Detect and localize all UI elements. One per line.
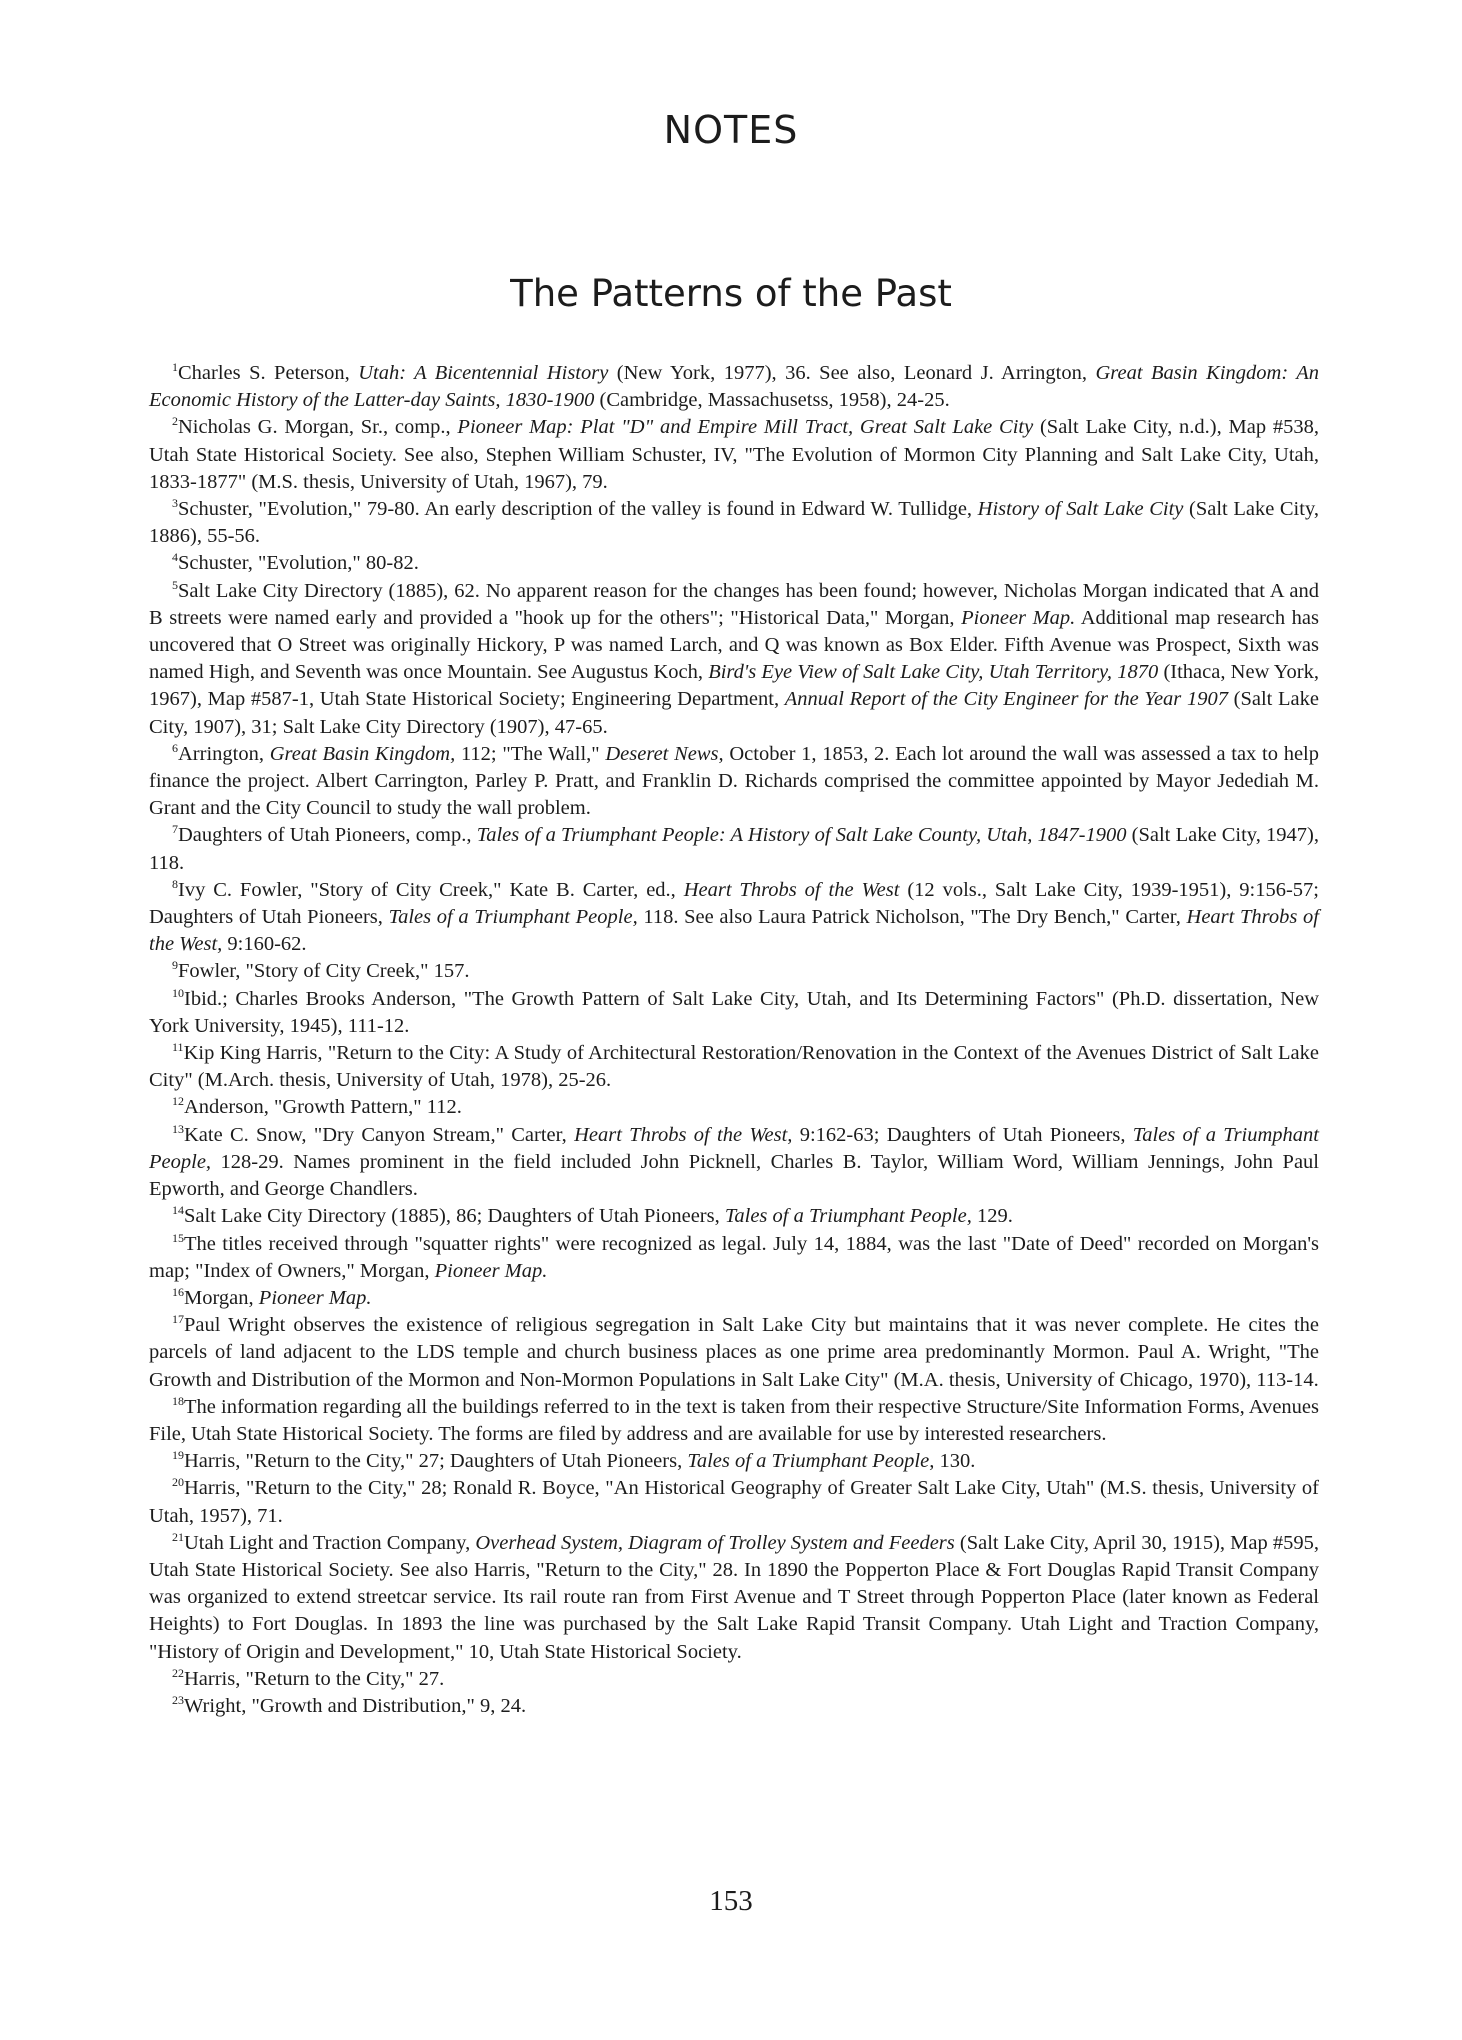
endnote-text: The information regarding all the buildings referred to in the text is taken from their respective Structure/Site Information Forms, Avenues File, Utah State Historical Society. The forms are filed by address and are available for use by interested researchers.: [149, 1395, 1319, 1445]
endnote: [149, 360, 1319, 414]
endnote-italic-text: Tales of a Triumphant People,: [388, 906, 638, 929]
endnote-italic-text: Annual Report of the City Engineer for the Year 1907: [784, 688, 1228, 711]
endnote-number: 20: [172, 1475, 184, 1490]
endnote-italic-text: Great Basin Kingdom,: [269, 742, 456, 765]
endnote-text: (Ithaca, New York, 1967), Map #587-1, Utah State Historical Society; Engineering Department,: [149, 661, 1320, 711]
endnote-text: Schuster, "Evolution," 80-82.: [178, 552, 419, 575]
endnote-number: 12: [172, 1094, 184, 1109]
endnote-number: 17: [172, 1312, 184, 1327]
endnote-number: 6: [172, 740, 178, 755]
endnote-text: (Salt Lake City, n.d.), Map #538, Utah State Historical Society. See also, Stephen William Schuster, IV, "The Evolution of Mormon City Planning and Salt Lake City, Utah, 1833-1877" (M.S. thesis, University of Utah, 1967), 79.: [149, 416, 1319, 493]
endnote: [149, 578, 1319, 741]
endnotes-list: [149, 360, 1319, 1720]
endnote-text: Ibid.; Charles Brooks Anderson, "The Growth Pattern of Salt Lake City, Utah, and Its Determining Factors" (Ph.D. dissertation, New York University, 1945), 111-12.: [149, 987, 1319, 1037]
endnote-text: Kate C. Snow, "Dry Canyon Stream," Carter,: [184, 1123, 575, 1146]
endnote-text: Charles S. Peterson,: [178, 362, 359, 384]
endnote: [149, 1094, 1319, 1121]
endnote: [149, 414, 1319, 496]
endnote: [149, 1231, 1319, 1285]
endnote-italic-text: Pioneer Map.: [961, 606, 1076, 629]
endnote-text: Salt Lake City Directory (1885), 86; Daughters of Utah Pioneers,: [184, 1205, 725, 1228]
endnote: [149, 1122, 1319, 1204]
endnote: [149, 1312, 1319, 1394]
endnote-italic-text: Pioneer Map.: [434, 1259, 548, 1282]
endnote: [149, 877, 1319, 959]
endnote-number: 2: [172, 414, 178, 429]
endnote-text: Schuster, "Evolution," 79-80. An early description of the valley is found in Edward W. Tullidge,: [178, 498, 978, 521]
endnote: [149, 986, 1319, 1040]
endnote-number: 18: [172, 1393, 184, 1408]
endnote-number: 9: [172, 958, 178, 973]
endnote-text: Utah Light and Traction Company,: [184, 1531, 476, 1554]
endnote-number: 16: [172, 1284, 184, 1299]
endnote-italic-text: Utah: A Bicentennial History: [358, 362, 609, 384]
endnote: [149, 1448, 1319, 1475]
endnote-italic-text: Deseret News,: [605, 742, 724, 765]
endnote: [149, 1475, 1319, 1529]
endnote-text: (Salt Lake City, 1907), 31; Salt Lake City Directory (1907), 47-65.: [149, 688, 1319, 738]
endnote-text: Kip King Harris, "Return to the City: A Study of Architectural Restoration/Renovation in the Context of the Avenues District of Salt Lake City" (M.Arch. thesis, University of Utah, 1978), 25-26.: [149, 1042, 1319, 1092]
endnote-text: 130.: [934, 1450, 976, 1473]
endnote: [149, 1040, 1319, 1094]
endnote-text: 9:160-62.: [222, 933, 307, 956]
endnote-italic-text: Overhead System, Diagram of Trolley System and Feeders: [475, 1531, 955, 1554]
endnote-text: Paul Wright observes the existence of religious segregation in Salt Lake City but maintains that it was never complete. He cites the parcels of land adjacent to the LDS temple and church business places as one prime area predominantly Mormon. Paul A. Wright, "The Growth and Distribution of the Mormon and Non-Mormon Populations in Salt Lake City" (M.A. thesis, University of Chicago, 1970), 113-14.: [149, 1314, 1319, 1391]
endnote-text: Morgan,: [184, 1286, 259, 1309]
endnote-text: Fowler, "Story of City Creek," 157.: [178, 960, 470, 983]
endnote: [149, 958, 1319, 985]
endnote-text: Arrington,: [178, 742, 270, 765]
endnote-italic-text: Pioneer Map: Plat "D" and Empire Mill Tract, Great Salt Lake City: [457, 416, 1034, 439]
endnote-text: (Salt Lake City, 1886), 55-56.: [149, 498, 1319, 548]
endnote-number: 3: [172, 496, 178, 511]
endnote: [149, 1530, 1319, 1666]
endnote-number: 11: [172, 1040, 184, 1055]
endnote: [149, 741, 1319, 823]
endnote-text: Daughters of Utah Pioneers, comp.,: [178, 824, 477, 847]
endnote-text: Additional map research has uncovered that O Street was originally Hickory, P was named Larch, and Q was known as Box Elder. Fifth Avenue was Prospect, Sixth was named High, and Seventh was once Mountain. See Augustus Koch,: [149, 606, 1320, 684]
endnote-text: (Salt Lake City, April 30, 1915), Map #595, Utah State Historical Society. See also Harris, "Return to the City," 28. In 1890 the Popperton Place & Fort Douglas Rapid Transit Company was organized to extend streetcar service. Its rail route ran from First Avenue and T Street through Popperton Place (later known as Federal Heights) to Fort Douglas. In 1893 the line was purchased by the Salt Lake Rapid Transit Company. Utah Light and Traction Company, "History of Origin and Development," 10, Utah State Historical Society.: [149, 1531, 1319, 1663]
endnote: [149, 1693, 1319, 1720]
endnote-italic-text: Tales of a Triumphant People,: [149, 1123, 1319, 1173]
endnote-number: 10: [172, 985, 184, 1000]
endnote-number: 21: [172, 1529, 184, 1544]
endnote-text: 112; "The Wall,": [455, 742, 606, 765]
endnote-number: 22: [172, 1665, 184, 1680]
endnote-number: 8: [172, 876, 178, 891]
endnote-number: 13: [172, 1121, 184, 1136]
endnote-text: 118. See also Laura Patrick Nicholson, "The Dry Bench," Carter,: [637, 906, 1187, 929]
endnote-italic-text: Tales of a Triumphant People,: [687, 1450, 935, 1473]
endnote-text: Harris, "Return to the City," 28; Ronald R. Boyce, "An Historical Geography of Greater Salt Lake City, Utah" (M.S. thesis, University of Utah, 1957), 71.: [149, 1477, 1319, 1527]
endnote-number: 5: [172, 577, 178, 592]
endnote-text: Harris, "Return to the City," 27; Daughters of Utah Pioneers,: [184, 1450, 688, 1473]
endnote-text: Salt Lake City Directory (1885), 62. No apparent reason for the changes has been found; however, Nicholas Morgan indicated that A and B streets were named early and provided a "hook up for the others"; "Historical Data," Morgan,: [149, 579, 1319, 629]
endnote-text: (New York, 1977), 36. See also, Leonard J. Arrington,: [608, 362, 1096, 384]
endnote-number: 15: [172, 1230, 184, 1245]
endnote-italic-text: Bird's Eye View of Salt Lake City, Utah Territory, 1870: [708, 661, 1159, 684]
endnote: [149, 1203, 1319, 1230]
endnote-italic-text: Heart Throbs of the West,: [149, 906, 1319, 956]
endnote-text: Anderson, "Growth Pattern," 112.: [184, 1096, 462, 1119]
section-heading: NOTES: [663, 108, 799, 152]
endnote-text: 129.: [971, 1205, 1013, 1228]
endnote: [149, 1394, 1319, 1448]
endnote-number: 19: [172, 1448, 184, 1463]
endnote: [149, 496, 1319, 550]
endnote-text: The titles received through "squatter rights" were recognized as legal. July 14, 1884, was the last "Date of Deed" recorded on Morgan's map; "Index of Owners," Morgan,: [149, 1232, 1319, 1282]
endnote-italic-text: Heart Throbs of the West: [683, 878, 900, 901]
page-number: 153: [709, 1885, 753, 1917]
endnote-text: (12 vols., Salt Lake City, 1939-1951), 9:156-57; Daughters of Utah Pioneers,: [149, 878, 1319, 929]
endnote-text: October 1, 1853, 2. Each lot around the wall was assessed a tax to help finance the project. Albert Carrington, Parley P. Pratt, and Franklin D. Richards comprised the committee appointed by Mayor Jedediah M. Grant and the City Council to study the wall problem.: [149, 742, 1320, 820]
endnote: [149, 1285, 1319, 1312]
endnote-number: 14: [172, 1203, 184, 1218]
endnote-number: 4: [172, 550, 178, 565]
endnote-text: 128-29. Names prominent in the field included John Picknell, Charles B. Taylor, William Word, William Jennings, John Paul Epworth, and George Chandlers.: [149, 1150, 1319, 1201]
endnote-italic-text: Great Basin Kingdom: An Economic History of the Latter-day Saints, 1830-1900: [149, 362, 1320, 412]
endnote-italic-text: Tales of a Triumphant People,: [724, 1205, 972, 1228]
endnote-text: Harris, "Return to the City," 27.: [184, 1667, 445, 1690]
chapter-title: The Patterns of the Past: [510, 272, 952, 315]
endnote: [149, 550, 1319, 577]
endnote-text: (Salt Lake City, 1947), 118.: [149, 824, 1320, 874]
endnote-italic-text: Pioneer Map.: [258, 1286, 372, 1309]
endnote-italic-text: History of Salt Lake City: [977, 498, 1184, 521]
endnote-italic-text: Heart Throbs of the West,: [574, 1123, 793, 1146]
endnote-text: Wright, "Growth and Distribution," 9, 24.: [184, 1694, 527, 1717]
endnote: [149, 822, 1319, 876]
endnote-text: Ivy C. Fowler, "Story of City Creek," Kate B. Carter, ed.,: [178, 878, 684, 901]
endnote-text: 9:162-63; Daughters of Utah Pioneers,: [792, 1123, 1133, 1146]
endnote-number: 23: [172, 1692, 184, 1707]
endnote-number: 1: [172, 360, 178, 374]
endnote: [149, 1666, 1319, 1693]
endnote-text: (Cambridge, Massachusetss, 1958), 24-25.: [594, 389, 950, 412]
endnote-text: Nicholas G. Morgan, Sr., comp.,: [178, 416, 458, 439]
endnote-number: 7: [172, 822, 178, 837]
endnote-italic-text: Tales of a Triumphant People: A History of Salt Lake County, Utah, 1847-1900: [476, 824, 1127, 847]
